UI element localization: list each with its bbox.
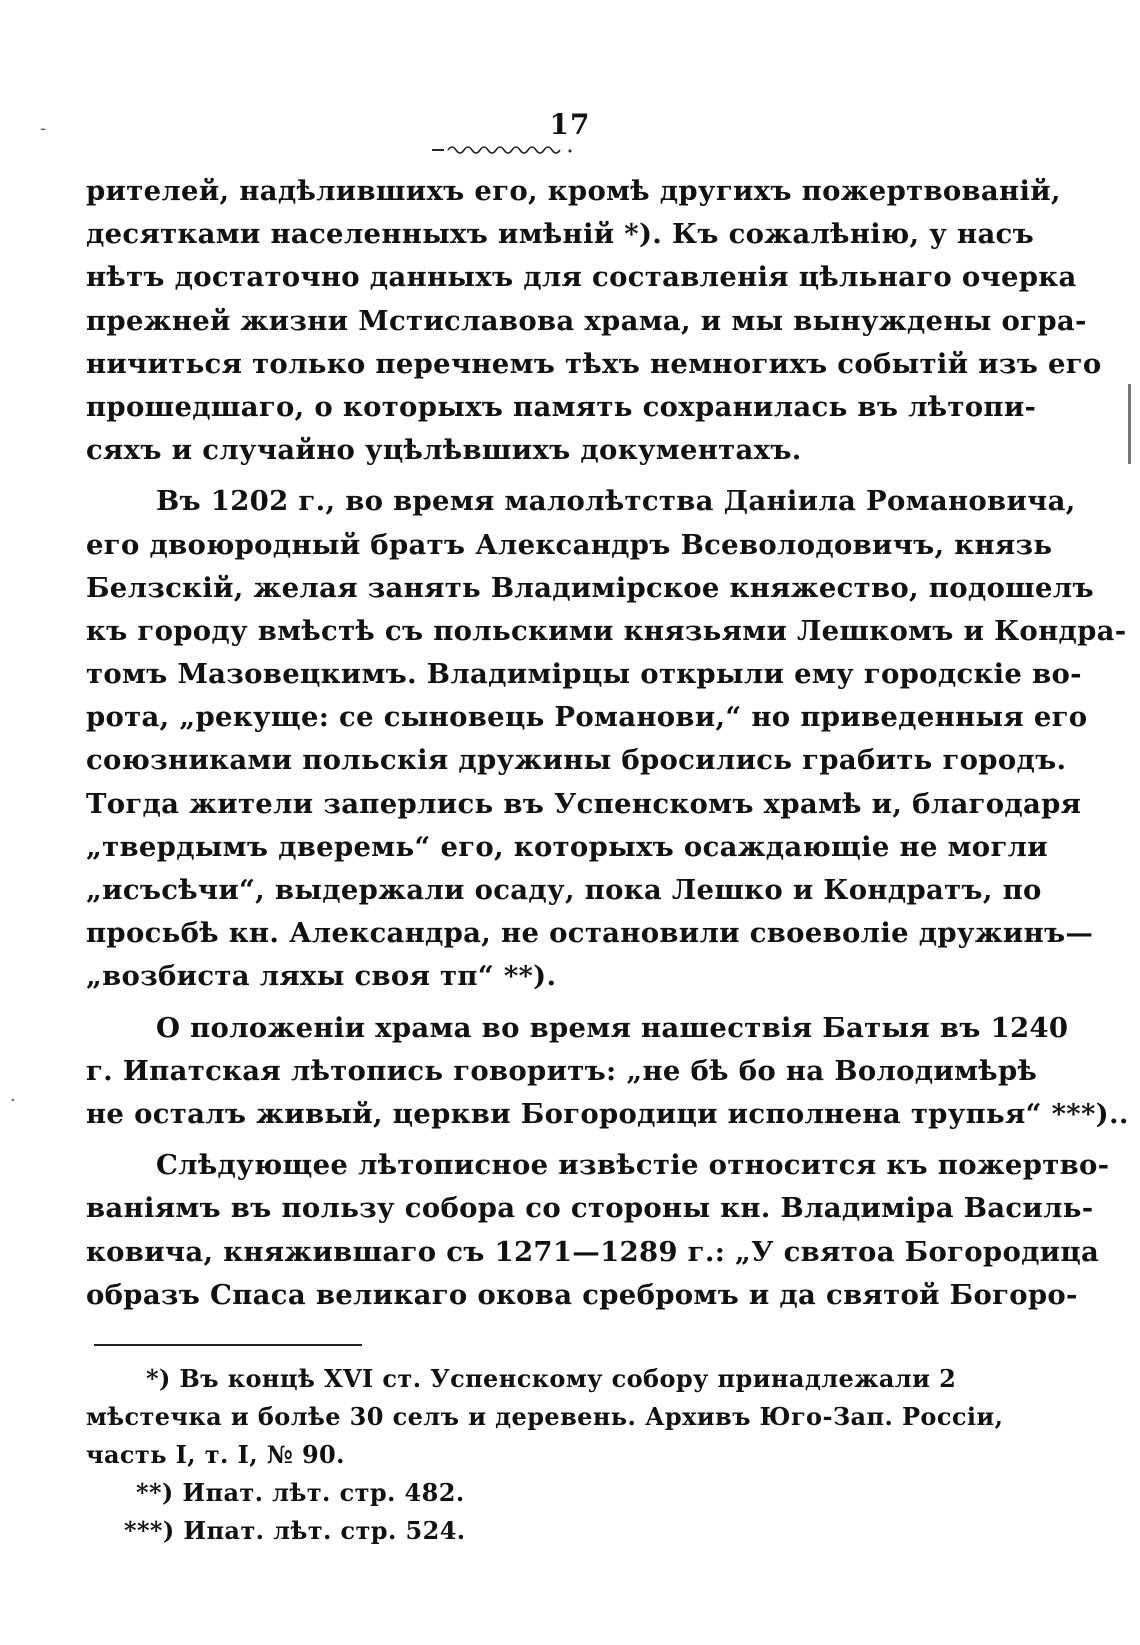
text-line: „твердымъ дверемь“ его, которыхъ осаждающіе не могли (86, 830, 1048, 863)
text-line: прошедшаго, о которыхъ память сохранилась въ лѣтопи- (86, 390, 1037, 423)
text-line: образъ Спаса великаго окова сребромъ и да святой Богоро- (86, 1278, 1078, 1311)
text-line: рота, „рекуще: се сыновець Романови,“ но приведенныя его (86, 701, 1088, 734)
text-line: Тогда жители заперлись въ Успенскомъ храмѣ и, благодаря (86, 787, 1082, 820)
text-line: рителей, надѣлившихъ его, кромѣ другихъ пожертвованій, (86, 175, 1061, 207)
text-line: къ городу вмѣстѣ съ польскими князьями Лешкомъ и Кондра- (86, 614, 1127, 647)
footnote-line: ***) Ипат. лѣт. стр. 524. (124, 1516, 466, 1545)
text-line: Слѣдующее лѣтописное извѣстіе относится къ пожертво- (156, 1149, 1110, 1182)
page-number: 17 (549, 108, 591, 141)
footnote-line: мѣстечка и болѣе 30 селъ и деревень. Архивъ Юго-Зап. Россіи, (86, 1402, 1004, 1431)
margin-speck: · (10, 1090, 16, 1111)
text-line: десятками населенныхъ имѣній *). Къ сожалѣнію, у насъ (86, 218, 1034, 251)
text-line: томъ Мазовецкимъ. Владимірцы открыли ему городскіе во- (86, 658, 1082, 691)
margin-speck: - (40, 118, 47, 139)
footnote-separator-rule (94, 1344, 362, 1346)
wavy-ornament-divider (430, 142, 580, 156)
text-line: его двоюродный братъ Александръ Всеволодовичъ, князь (86, 528, 1053, 561)
text-line: прежней жизни Мстиславова храма, и мы вынуждены огра- (86, 304, 1087, 337)
main-text (86, 170, 1129, 1317)
text-line: г. Ипатская лѣтопись говоритъ: „не бѣ бо на Володимѣрѣ (86, 1054, 1038, 1087)
text-line: сяхъ и случайно уцѣлѣвшихъ документахъ. (86, 434, 802, 467)
text-line: „исъсѣчи“, выдержали осаду, пока Лешко и Кондратъ, по (86, 874, 1042, 906)
footnotes (86, 1360, 1004, 1550)
text-line: союзниками польскія дружины бросились грабить городъ. (86, 744, 1067, 777)
footnote-line: **) Ипат. лѣт. стр. 482. (136, 1478, 465, 1507)
text-line: ваніямъ въ пользу собора со стороны кн. Владиміра Василь- (86, 1192, 1094, 1225)
text-line: „возбиста ляхы своя тп“ **). (86, 960, 557, 993)
binding-edge-mark (1128, 384, 1131, 464)
text-line: ковича, княжившаго съ 1271—1289 г.: „У святоа Богородица (86, 1235, 1100, 1268)
text-line: О положеніи храма во время нашествія Батыя въ 1240 (156, 1011, 1069, 1044)
text-line: просьбѣ кн. Александра, не остановили своеволіе дружинъ— (86, 917, 1094, 950)
text-line: не осталъ живый, церкви Богородици исполнена трупья“ ***).. (86, 1097, 1129, 1130)
text-line: Въ 1202 г., во время малолѣтства Даніила Романовича, (156, 485, 1076, 518)
text-line: Белзскій, желая занять Владимірское княжество, подошелъ (86, 571, 1094, 604)
footnote-line: часть I, т. I, № 90. (86, 1440, 345, 1469)
footnote-line: *) Въ концѣ XVI ст. Успенскому собору принадлежали 2 (146, 1364, 957, 1393)
text-line: нѣтъ достаточно данныхъ для составленія цѣльнаго очерка (86, 261, 1077, 294)
text-line: ничиться только перечнемъ тѣхъ немногихъ событій изъ его (86, 347, 1102, 380)
